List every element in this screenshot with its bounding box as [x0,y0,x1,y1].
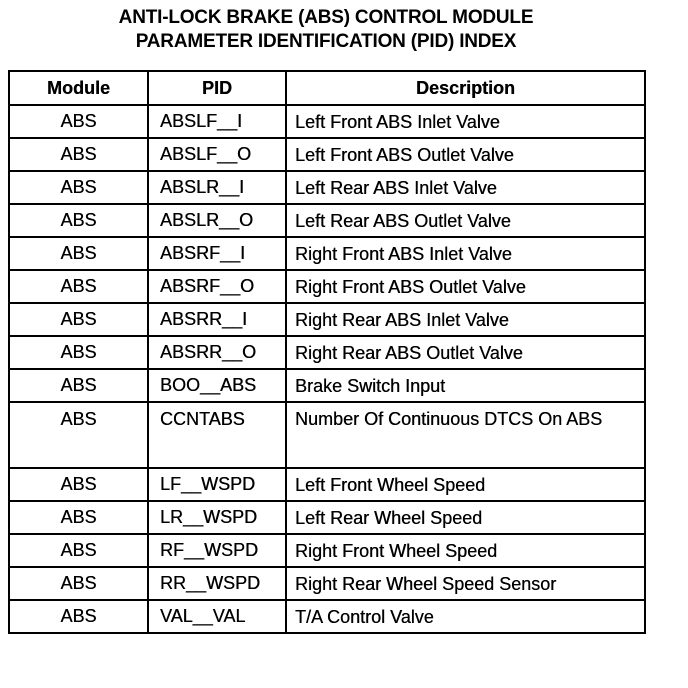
header-module: Module [9,71,148,105]
description-cell: Left Rear ABS Inlet Valve [286,171,645,204]
module-cell: ABS [9,105,148,138]
pid-cell: ABSRR__I [148,303,286,336]
document-title [0,6,652,54]
description-cell: Left Front ABS Inlet Valve [286,105,645,138]
module-cell: ABS [9,336,148,369]
pid-cell: BOO__ABS [148,369,286,402]
table-row [9,600,645,633]
description-cell: Number Of Continuous DTCS On ABS [286,402,645,468]
description-cell: Left Front Wheel Speed [286,468,645,501]
module-cell: ABS [9,534,148,567]
title-line-2: PARAMETER IDENTIFICATION (PID) INDEX [135,31,517,52]
module-cell: ABS [9,270,148,303]
module-cell: ABS [9,138,148,171]
title-line-1: ANTI-LOCK BRAKE (ABS) CONTROL MODULE [118,7,534,28]
header-description: Description [286,71,645,105]
module-cell: ABS [9,204,148,237]
description-cell: T/A Control Valve [286,600,645,633]
module-cell: ABS [9,402,148,468]
module-cell: ABS [9,600,148,633]
pid-cell: ABSLR__I [148,171,286,204]
pid-cell: CCNTABS [148,402,286,468]
pid-cell: RF__WSPD [148,534,286,567]
description-cell: Right Rear Wheel Speed Sensor [286,567,645,600]
pid-cell: ABSRF__O [148,270,286,303]
description-cell: Right Rear ABS Inlet Valve [286,303,645,336]
module-cell: ABS [9,237,148,270]
module-cell: ABS [9,567,148,600]
pid-cell: LF__WSPD [148,468,286,501]
table-row [9,171,645,204]
pid-cell: ABSLR__O [148,204,286,237]
pid-cell: ABSLF__I [148,105,286,138]
pid-cell: RR__WSPD [148,567,286,600]
table-row [9,468,645,501]
module-cell: ABS [9,171,148,204]
table-header-row [9,71,645,105]
description-cell: Brake Switch Input [286,369,645,402]
table-row [9,270,645,303]
description-cell: Right Front ABS Outlet Valve [286,270,645,303]
pid-cell: LR__WSPD [148,501,286,534]
table-row [9,402,645,468]
table-row [9,105,645,138]
module-cell: ABS [9,303,148,336]
table-row [9,501,645,534]
description-cell: Right Front ABS Inlet Valve [286,237,645,270]
pid-cell: ABSRR__O [148,336,286,369]
pid-cell: ABSLF__O [148,138,286,171]
table-row [9,204,645,237]
table-row [9,303,645,336]
description-cell: Left Rear Wheel Speed [286,501,645,534]
table-row [9,369,645,402]
pid-cell: VAL__VAL [148,600,286,633]
table-row [9,237,645,270]
module-cell: ABS [9,468,148,501]
header-pid: PID [148,71,286,105]
description-cell: Left Front ABS Outlet Valve [286,138,645,171]
table-row [9,138,645,171]
table-row [9,534,645,567]
description-cell: Right Front Wheel Speed [286,534,645,567]
table-row [9,336,645,369]
description-cell: Right Rear ABS Outlet Valve [286,336,645,369]
pid-index-table [8,70,646,634]
table-row [9,567,645,600]
pid-cell: ABSRF__I [148,237,286,270]
description-cell: Left Rear ABS Outlet Valve [286,204,645,237]
module-cell: ABS [9,369,148,402]
module-cell: ABS [9,501,148,534]
